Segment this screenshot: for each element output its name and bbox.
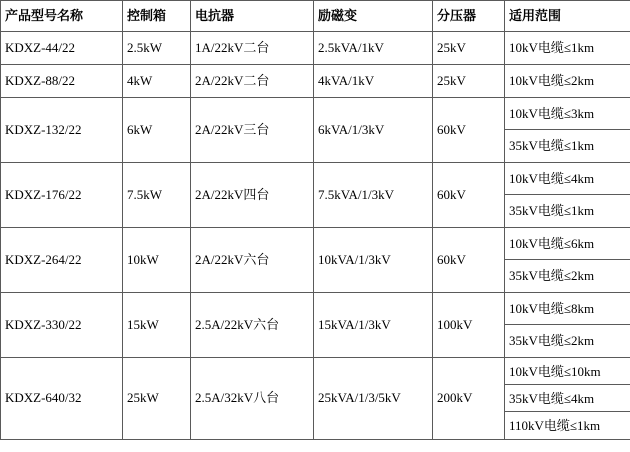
column-header-range: 适用范围 (505, 1, 630, 32)
table-row (1, 65, 630, 98)
range-line: 110kV电缆≤1km (509, 418, 601, 433)
cell-range (505, 32, 630, 65)
cell-reactor: 1A/22kV二台 (191, 32, 314, 65)
range-line: 10kV电缆≤1km (509, 40, 595, 55)
table-row (1, 163, 630, 228)
range-line: 10kV电缆≤8km (505, 293, 630, 325)
cell-control-box: 7.5kW (123, 163, 191, 228)
cell-divider: 60kV (433, 228, 505, 293)
cell-range (505, 163, 630, 228)
cell-divider: 100kV (433, 293, 505, 358)
range-line: 10kV电缆≤10km (505, 358, 630, 385)
column-header-model: 产品型号名称 (1, 1, 123, 32)
column-header-excitation: 励磁变 (314, 1, 433, 32)
cell-reactor: 2A/22kV四台 (191, 163, 314, 228)
table-header-row (1, 1, 630, 32)
column-header-control-box: 控制箱 (123, 1, 191, 32)
cell-divider: 200kV (433, 358, 505, 440)
cell-excitation: 6kVA/1/3kV (314, 98, 433, 163)
table-row (1, 98, 630, 163)
cell-range (505, 293, 630, 358)
cell-excitation: 15kVA/1/3kV (314, 293, 433, 358)
cell-model: KDXZ-44/22 (1, 32, 123, 65)
cell-excitation: 4kVA/1kV (314, 65, 433, 98)
cell-model: KDXZ-88/22 (1, 65, 123, 98)
cell-control-box: 15kW (123, 293, 191, 358)
table-row (1, 32, 630, 65)
cell-control-box: 2.5kW (123, 32, 191, 65)
cell-control-box: 10kW (123, 228, 191, 293)
cell-range (505, 358, 630, 440)
table-header (1, 1, 630, 32)
range-line: 10kV电缆≤3km (505, 98, 630, 130)
range-line: 10kV电缆≤2km (509, 73, 595, 88)
cell-excitation: 10kVA/1/3kV (314, 228, 433, 293)
cell-reactor: 2.5A/22kV六台 (191, 293, 314, 358)
column-header-divider: 分压器 (433, 1, 505, 32)
cell-divider: 60kV (433, 163, 505, 228)
cell-excitation: 25kVA/1/3/5kV (314, 358, 433, 440)
cell-model: KDXZ-330/22 (1, 293, 123, 358)
cell-reactor: 2.5A/32kV八台 (191, 358, 314, 440)
cell-model: KDXZ-640/32 (1, 358, 123, 440)
cell-reactor: 2A/22kV三台 (191, 98, 314, 163)
table-row (1, 358, 630, 440)
cell-excitation: 7.5kVA/1/3kV (314, 163, 433, 228)
cell-control-box: 25kW (123, 358, 191, 440)
range-line: 35kV电缆≤2km (509, 333, 595, 348)
cell-reactor: 2A/22kV六台 (191, 228, 314, 293)
range-line: 35kV电缆≤4km (505, 385, 630, 412)
range-line: 35kV电缆≤1km (509, 138, 595, 153)
cell-reactor: 2A/22kV二台 (191, 65, 314, 98)
range-line: 35kV电缆≤2km (509, 268, 595, 283)
cell-divider: 60kV (433, 98, 505, 163)
table-body (1, 32, 630, 440)
cell-range (505, 228, 630, 293)
cell-model: KDXZ-176/22 (1, 163, 123, 228)
cell-divider: 25kV (433, 65, 505, 98)
cell-range (505, 98, 630, 163)
column-header-reactor: 电抗器 (191, 1, 314, 32)
range-line: 35kV电缆≤1km (509, 203, 595, 218)
table-row (1, 228, 630, 293)
cell-control-box: 6kW (123, 98, 191, 163)
cell-model: KDXZ-132/22 (1, 98, 123, 163)
cell-range (505, 65, 630, 98)
cell-model: KDXZ-264/22 (1, 228, 123, 293)
range-line: 10kV电缆≤6km (505, 228, 630, 260)
cell-divider: 25kV (433, 32, 505, 65)
table-row (1, 293, 630, 358)
cell-excitation: 2.5kVA/1kV (314, 32, 433, 65)
cell-control-box: 4kW (123, 65, 191, 98)
range-line: 10kV电缆≤4km (505, 163, 630, 195)
